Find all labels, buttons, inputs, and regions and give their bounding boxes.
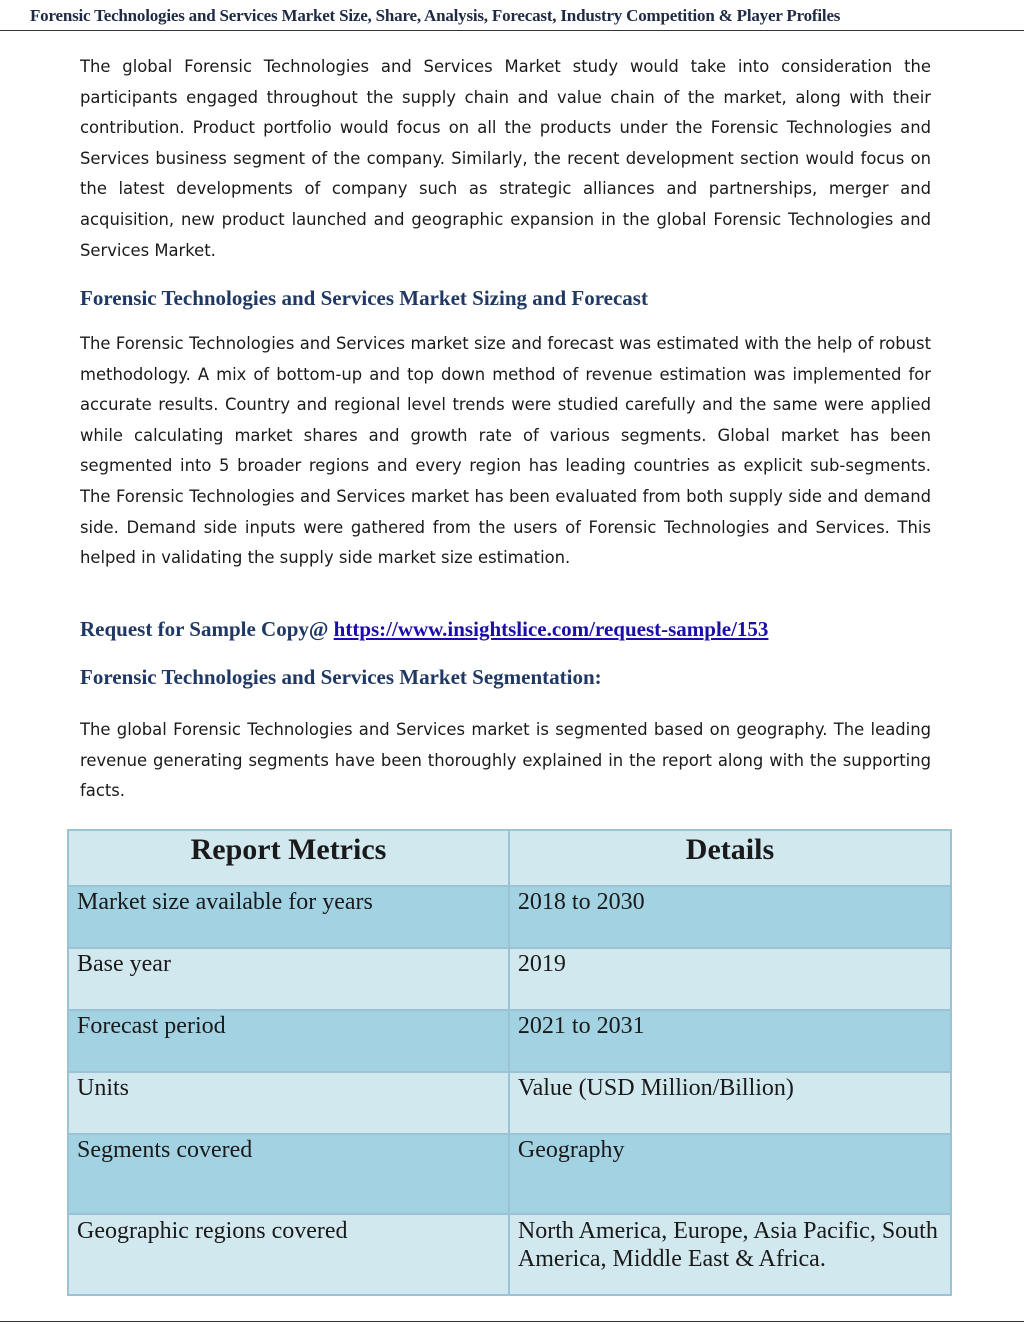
intro-paragraph: The global Forensic Technologies and Services Market study would take into consideration the participants engaged throughout the supply chain and value chain of the market, along with their contribution. Product portfolio would focus on all the products under the Forensic Technologies and Services business segment of the company. Similarly, the recent development section would focus on the latest developments of company such as strategic alliances and partnerships, merger and acquisition, new product launched and geographic expansion in the global Forensic Technologies and Services Market. xyxy=(80,57,931,260)
table-cell-metric: Market size available for years xyxy=(68,886,509,948)
report-metrics-table xyxy=(67,829,952,1296)
table-cell-metric: Base year xyxy=(68,948,509,1010)
table-cell-detail: 2021 to 2031 xyxy=(509,1010,951,1072)
table-row xyxy=(68,1214,951,1295)
table-header-report-metrics: Report Metrics xyxy=(68,830,509,886)
table-header-details: Details xyxy=(509,830,951,886)
table-row xyxy=(68,1010,951,1072)
sample-request-line xyxy=(80,617,768,642)
table-cell-metric: Forecast period xyxy=(68,1010,509,1072)
table-cell-detail: 2018 to 2030 xyxy=(509,886,951,948)
table-cell-detail: 2019 xyxy=(509,948,951,1010)
page-header-title: Forensic Technologies and Services Market Size, Share, Analysis, Forecast, Industry Competition & Player Profiles xyxy=(30,6,841,25)
segmentation-paragraph: The global Forensic Technologies and Services market is segmented based on geography. The leading revenue generating segments have been thoroughly explained in the report along with the supporting facts. xyxy=(80,720,931,801)
sizing-heading: Forensic Technologies and Services Market Sizing and Forecast xyxy=(80,286,648,310)
page-header xyxy=(0,0,1024,31)
table-cell-metric: Units xyxy=(68,1072,509,1134)
table-cell-detail: Geography xyxy=(509,1134,951,1214)
table-cell-detail: Value (USD Million/Billion) xyxy=(509,1072,951,1134)
table-header-row xyxy=(68,830,951,886)
table-row xyxy=(68,1072,951,1134)
table-cell-metric: Segments covered xyxy=(68,1134,509,1214)
sample-request-link[interactable]: https://www.insightslice.com/request-sample/153 xyxy=(333,617,769,641)
sample-request-label: Request for Sample Copy@ xyxy=(80,617,334,641)
page-footer-divider xyxy=(0,1321,1024,1322)
table-row xyxy=(68,1134,951,1214)
table-cell-metric: Geographic regions covered xyxy=(68,1214,509,1295)
table-cell-detail: North America, Europe, Asia Pacific, South America, Middle East & Africa. xyxy=(509,1214,951,1295)
sizing-paragraph: The Forensic Technologies and Services market size and forecast was estimated with the help of robust methodology. A mix of bottom-up and top down method of revenue estimation was implemented for accurate results. Country and regional level trends were studied carefully and the same were applied while calculating market shares and growth rate of various segments. Global market has been segmented into 5 broader regions and every region has leading countries as explicit sub-segments. The Forensic Technologies and Services market has been evaluated from both supply side and demand side. Demand side inputs were gathered from the users of Forensic Technologies and Services. This helped in validating the supply side market size estimation. xyxy=(80,334,931,568)
table-row xyxy=(68,886,951,948)
table-row xyxy=(68,948,951,1010)
segmentation-heading: Forensic Technologies and Services Market Segmentation: xyxy=(80,665,602,689)
